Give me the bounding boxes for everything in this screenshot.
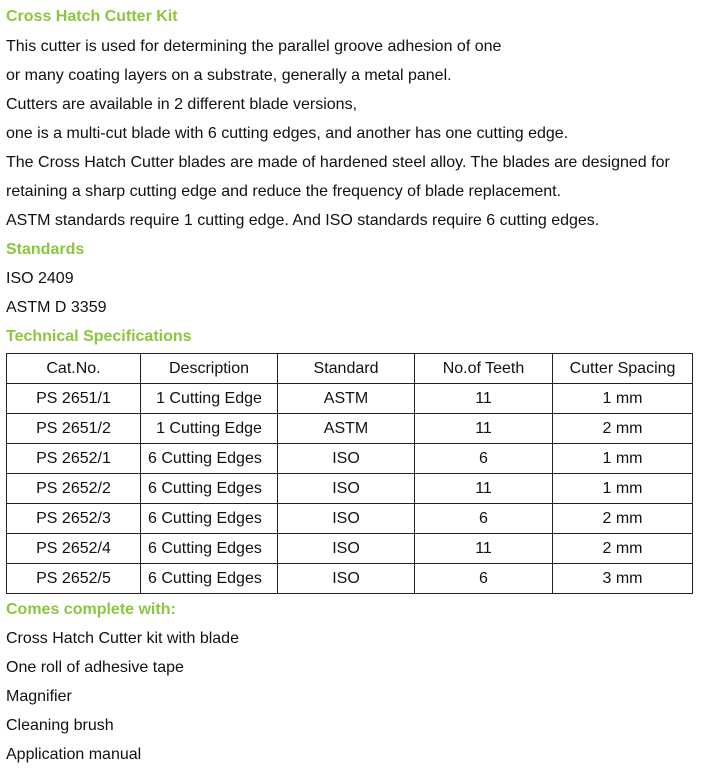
cell-spacing: 1 mm — [553, 444, 693, 474]
table-row — [7, 564, 693, 594]
column-header-standard: Standard — [278, 354, 415, 384]
cell-cat-no: PS 2652/2 — [7, 474, 141, 504]
column-header-cat-no: Cat.No. — [7, 354, 141, 384]
intro-text — [6, 32, 702, 235]
cell-spacing: 3 mm — [553, 564, 693, 594]
column-header-description: Description — [141, 354, 278, 384]
cell-standard: ISO — [278, 444, 415, 474]
table-row — [7, 414, 693, 444]
cell-standard: ISO — [278, 504, 415, 534]
standard-item: ISO 2409 — [6, 270, 74, 287]
complete-list — [6, 624, 702, 769]
cell-description: 6 Cutting Edges — [141, 474, 278, 504]
cell-description: 6 Cutting Edges — [141, 564, 278, 594]
list-item: Cross Hatch Cutter kit with blade — [6, 630, 239, 647]
cell-cat-no: PS 2652/4 — [7, 534, 141, 564]
table-row — [7, 444, 693, 474]
column-header-teeth: No.of Teeth — [415, 354, 553, 384]
cell-spacing: 2 mm — [553, 414, 693, 444]
column-header-spacing: Cutter Spacing — [553, 354, 693, 384]
cell-description: 6 Cutting Edges — [141, 534, 278, 564]
cell-standard: ASTM — [278, 414, 415, 444]
cell-standard: ASTM — [278, 384, 415, 414]
page-title: Cross Hatch Cutter Kit — [6, 8, 178, 25]
table-row — [7, 384, 693, 414]
standards-heading: Standards — [6, 241, 85, 258]
cell-teeth: 6 — [415, 444, 553, 474]
cell-standard: ISO — [278, 474, 415, 504]
intro-line: one is a multi-cut blade with 6 cutting edges, and another has one cutting edge. — [6, 125, 569, 142]
specs-heading: Technical Specifications — [6, 328, 192, 345]
cell-teeth: 6 — [415, 564, 553, 594]
intro-line: The Cross Hatch Cutter blades are made of hardened steel alloy. The blades are designed for — [6, 154, 670, 171]
cell-teeth: 11 — [415, 534, 553, 564]
list-item: Magnifier — [6, 688, 72, 705]
cell-description: 6 Cutting Edges — [141, 504, 278, 534]
standards-list — [6, 264, 702, 322]
table-row — [7, 504, 693, 534]
cell-cat-no: PS 2652/3 — [7, 504, 141, 534]
cell-cat-no: PS 2652/1 — [7, 444, 141, 474]
list-item: One roll of adhesive tape — [6, 659, 184, 676]
cell-description: 1 Cutting Edge — [141, 384, 278, 414]
intro-line: or many coating layers on a substrate, generally a metal panel. — [6, 67, 452, 84]
cell-teeth: 11 — [415, 414, 553, 444]
list-item: Application manual — [6, 746, 142, 763]
table-row — [7, 474, 693, 504]
cell-description: 1 Cutting Edge — [141, 414, 278, 444]
table-header-row — [7, 354, 693, 384]
cell-standard: ISO — [278, 564, 415, 594]
intro-line: Cutters are available in 2 different blade versions, — [6, 96, 358, 113]
complete-heading: Comes complete with: — [6, 601, 176, 618]
cell-cat-no: PS 2652/5 — [7, 564, 141, 594]
cell-cat-no: PS 2651/2 — [7, 414, 141, 444]
cell-spacing: 2 mm — [553, 534, 693, 564]
cell-teeth: 11 — [415, 474, 553, 504]
intro-line: retaining a sharp cutting edge and reduce the frequency of blade replacement. — [6, 183, 562, 200]
standard-item: ASTM D 3359 — [6, 299, 107, 316]
table-row — [7, 534, 693, 564]
cell-spacing: 2 mm — [553, 504, 693, 534]
cell-spacing: 1 mm — [553, 384, 693, 414]
cell-description: 6 Cutting Edges — [141, 444, 278, 474]
specs-table — [6, 353, 693, 594]
cell-teeth: 11 — [415, 384, 553, 414]
cell-teeth: 6 — [415, 504, 553, 534]
cell-cat-no: PS 2651/1 — [7, 384, 141, 414]
list-item: Cleaning brush — [6, 717, 114, 734]
document — [6, 0, 702, 769]
intro-line: ASTM standards require 1 cutting edge. And ISO standards require 6 cutting edges. — [6, 212, 600, 229]
cell-spacing: 1 mm — [553, 474, 693, 504]
cell-standard: ISO — [278, 534, 415, 564]
intro-line: This cutter is used for determining the parallel groove adhesion of one — [6, 38, 502, 55]
